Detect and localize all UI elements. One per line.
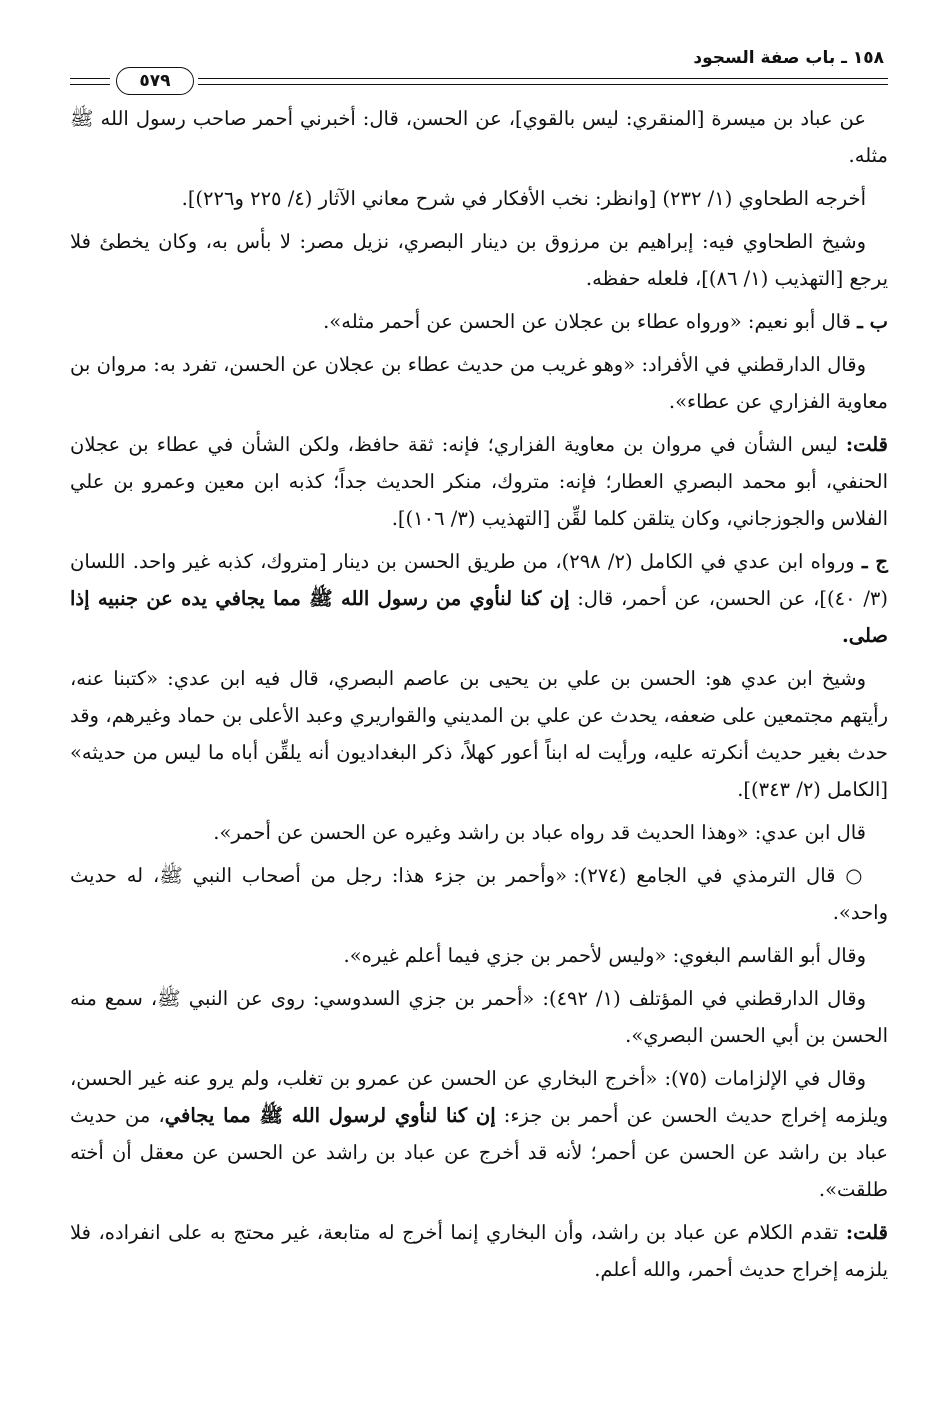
document-page	[70, 40, 888, 1370]
paragraph	[70, 980, 888, 1054]
chapter-title: ١٥٨ ـ باب صفة السجود	[693, 48, 884, 68]
bold-run: قلت:	[845, 433, 888, 456]
paragraph	[70, 303, 888, 340]
paragraph	[70, 223, 888, 297]
header-rule-right	[198, 78, 888, 85]
header-rule-left	[70, 78, 110, 85]
bold-run: قلت:	[845, 1221, 888, 1244]
text-run: وقال أبو القاسم البغوي: «وليس لأحمر بن جزي فيما أعلم غيره».	[343, 944, 866, 967]
page-header	[70, 40, 888, 100]
paragraph	[70, 1214, 888, 1288]
text-run: قال ابن عدي: «وهذا الحديث قد رواه عباد بن راشد وغيره عن الحسن عن أحمر».	[213, 821, 866, 844]
text-run: وشيخ ابن عدي هو: الحسن بن علي بن يحيى بن عاصم البصري، قال فيه ابن عدي: «كتبنا عنه، رأيتهم مجتمعين على ضعفه، يحدث عن علي بن المديني والقواريري وعبد الأعلى بن حماد وغيرهم، وقد حدث بغير حديث أنكرته عليه، ورأيت له ابناً أعور كهلاً، ذكر البغداديون أنه يلقِّن أباه ما ليس من حديثه» [الكامل (٢/ ٣٤٣)].	[70, 667, 888, 801]
paragraph	[70, 543, 888, 654]
page-number: ٥٧٩	[116, 67, 194, 95]
paragraph	[70, 180, 888, 217]
bold-run: ج ـ	[861, 550, 888, 573]
text-run: قال أبو نعيم: «ورواه عطاء بن عجلان عن الحسن عن أحمر مثله».	[323, 310, 858, 333]
text-run: وشيخ الطحاوي فيه: إبراهيم بن مرزوق بن دينار البصري، نزيل مصر: لا بأس به، وكان يخطئ فلا يرجع [التهذيب (١/ ٨٦)]، فلعله حفظه.	[70, 230, 888, 290]
paragraph	[70, 346, 888, 420]
body-text	[70, 100, 888, 1288]
paragraph	[70, 814, 888, 851]
paragraph	[70, 857, 888, 931]
text-run: أخرجه الطحاوي (١/ ٢٣٢) [وانظر: نخب الأفكار في شرح معاني الآثار (٤/ ٢٢٥ و٢٢٦)].	[181, 187, 866, 210]
paragraph	[70, 660, 888, 808]
text-run: وقال الدارقطني في المؤتلف (١/ ٤٩٢): «أحمر بن جزي السدوسي: روى عن النبي ﷺ، سمع منه الحسن بن أبي الحسن البصري».	[70, 987, 888, 1047]
text-run: ليس الشأن في مروان بن معاوية الفزاري؛ فإنه: ثقة حافظ، ولكن الشأن في عطاء بن عجلان الحنفي، أبو محمد البصري العطار؛ فإنه: متروك، منكر الحديث جداً؛ كذبه ابن معين وعمرو بن علي الفلاس والجوزجاني، وكان يتلقن كلما لقِّن [التهذيب (٣/ ١٠٦)].	[70, 433, 888, 530]
paragraph	[70, 1060, 888, 1208]
text-run: وقال الدارقطني في الأفراد: «وهو غريب من حديث عطاء بن عجلان عن الحسن، تفرد به: مروان بن معاوية الفزاري عن عطاء».	[70, 353, 888, 413]
text-run: ○ قال الترمذي في الجامع (٢٧٤): «وأحمر بن جزء هذا: رجل من أصحاب النبي ﷺ، له حديث واحد».	[70, 864, 888, 924]
paragraph	[70, 100, 888, 174]
bold-run: إن كنا لنأوي من رسول الله ﷺ مما يجافي يده عن جنبيه إذا صلى.	[70, 587, 888, 647]
bold-run: إن كنا لنأوي لرسول الله ﷺ مما يجافي	[164, 1104, 496, 1127]
paragraph	[70, 426, 888, 537]
text-run: وقال في الإلزامات (٧٥): «أخرج البخاري عن الحسن عن عمرو بن تغلب، ولم يرو عنه غير الحسن، ويلزمه إخراج حديث الحسن عن أحمر بن جزء:	[70, 1067, 888, 1127]
text-run: ورواه ابن عدي في الكامل (٢/ ٢٩٨)، من طريق الحسن بن دينار [متروك، كذبه غير واحد. اللسان (٣/ ٤٠)]، عن الحسن، عن أحمر، قال:	[70, 550, 888, 610]
text-run: تقدم الكلام عن عباد بن راشد، وأن البخاري إنما أخرج له متابعة، غير محتج به على انفراده، فلا يلزمه إخراج حديث أحمر، والله أعلم.	[70, 1221, 888, 1281]
text-run: عن عباد بن ميسرة [المنقري: ليس بالقوي]، عن الحسن، قال: أخبرني أحمر صاحب رسول الله ﷺ مثله.	[70, 107, 888, 167]
text-run: ، من حديث عباد بن راشد عن الحسن عن أحمر؛ لأنه قد أخرج عن عباد بن راشد عن الحسن عن معقل أن أخته طلقت».	[70, 1104, 888, 1201]
paragraph	[70, 937, 888, 974]
bold-run: ب ـ	[857, 310, 888, 333]
